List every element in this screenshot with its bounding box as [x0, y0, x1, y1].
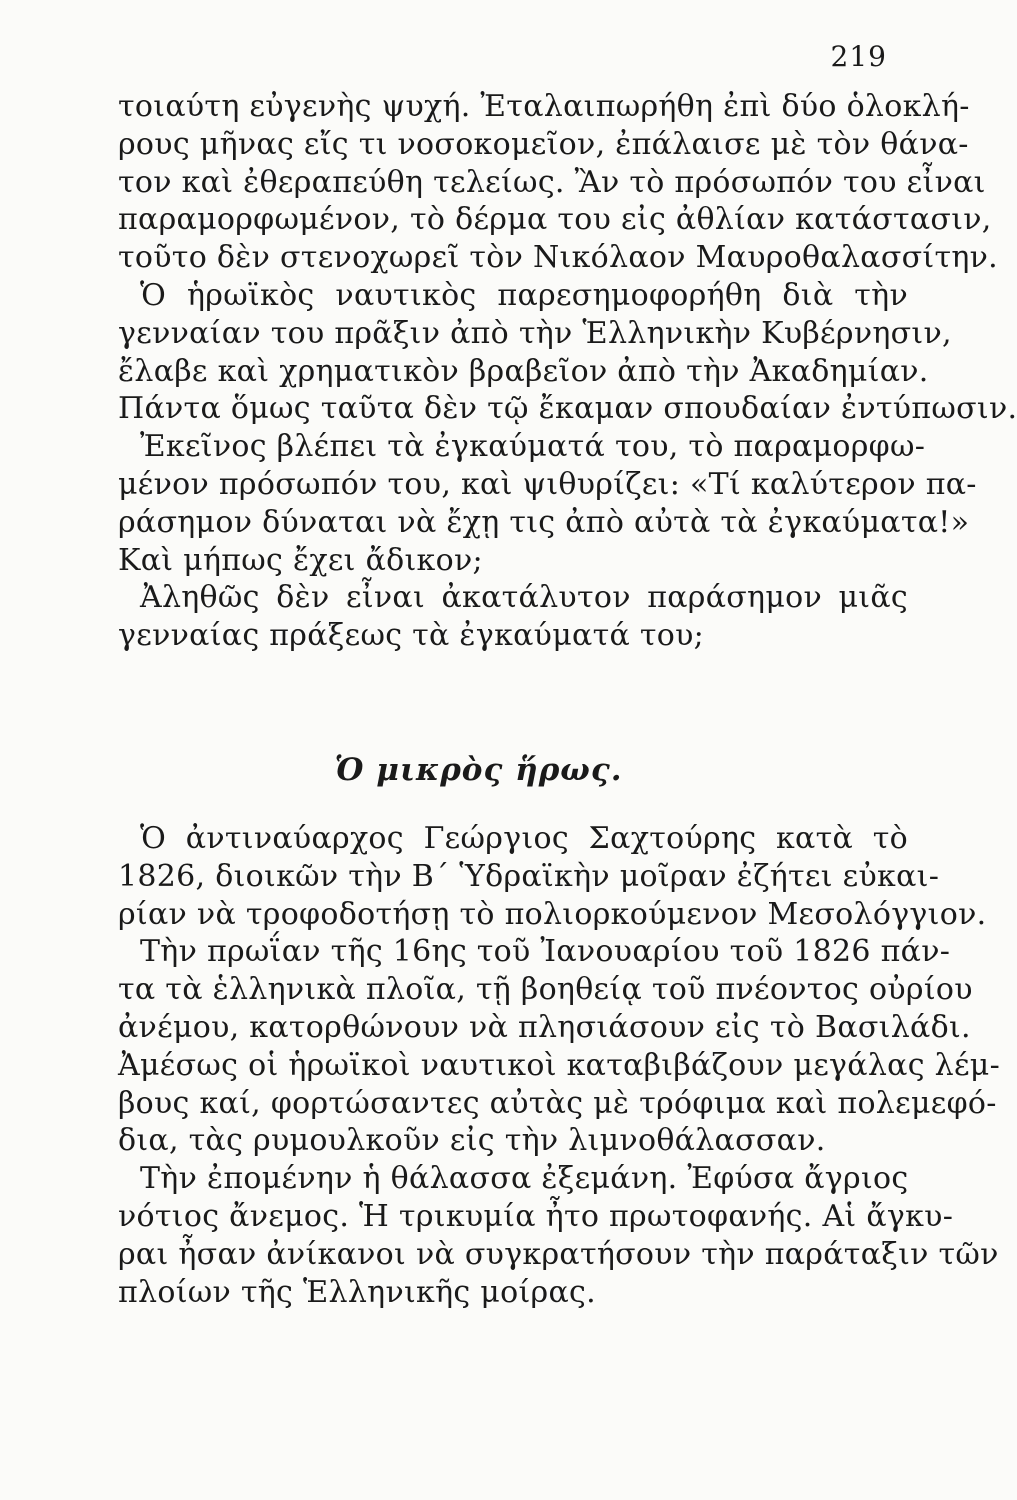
text-line: ἔλαβε καὶ χρηματικὸν βραβεῖον ἀπὸ τὴν Ἀκαδημίαν. [118, 353, 929, 389]
top-text-block [118, 88, 1017, 655]
text-line: δια, τὰς ρυμουλκοῦν εἰς τὴν λιμνοθάλασσαν. [118, 1123, 826, 1159]
paragraph [118, 1160, 999, 1311]
text-line: νότιος ἄνεμος. Ἡ τρικυμία ἦτο πρωτοφανής. Αἱ ἄγκυ- [118, 1198, 954, 1234]
text-line: Τὴν πρωΐαν τῆς 16ης τοῦ Ἰανουαρίου τοῦ 1826 πάν- [140, 934, 951, 970]
text-line: Ἐκεῖνος βλέπει τὰ ἐγκαύματά του, τὸ παραμορφω- [140, 429, 926, 465]
text-line: ράσημον δύναται νὰ ἔχῃ τις ἀπὸ αὐτὰ τὰ ἐγκαύματα!» [118, 504, 970, 540]
text-line: ρίαν νὰ τροφοδοτήσῃ τὸ πολιορκούμενον Μεσολόγγιον. [118, 896, 987, 932]
text-line: τοιαύτη εὐγενὴς ψυχή. Ἐταλαιπωρήθη ἐπὶ δύο ὁλοκλή- [118, 89, 970, 124]
text-line: Καὶ μήπως ἔχει ἄδικον; [118, 542, 483, 578]
text-line: Ὁ ἡρωϊκὸς ναυτικὸς παρεσημοφορήθη διὰ τὴν [140, 277, 908, 313]
text-line: 1826, διοικῶν τὴν Β΄ Ὑδραϊκὴν μοῖραν ἐζήτει εὐκαι- [118, 858, 940, 894]
text-line: Ὁ ἀντιναύαρχος Γεώργιος Σαχτούρης κατὰ τὸ [140, 821, 908, 856]
section-heading: Ὁ μικρὸς ἥρως. [334, 752, 623, 788]
text-line: πλοίων τῆς Ἑλληνικῆς μοίρας. [118, 1274, 596, 1310]
paragraph [118, 88, 998, 277]
paragraph [118, 277, 1017, 428]
page-number: 219 [830, 40, 887, 73]
text-line: γενναίας πράξεως τὰ ἐγκαύματά του; [118, 618, 705, 654]
paragraph [118, 820, 987, 933]
paragraph [118, 579, 908, 655]
text-line: Ἀμέσως οἱ ἡρωϊκοὶ ναυτικοὶ καταβιβάζουν μεγάλας λέμ- [118, 1047, 1001, 1083]
text-line: βους καί, φορτώσαντες αὐτὰς μὲ τρόφιμα καὶ πολεμεφό- [118, 1085, 997, 1121]
text-line: τον καὶ ἐθεραπεύθη τελείως. Ἂν τὸ πρόσωπόν του εἶναι [118, 164, 986, 200]
text-line: παραμορφωμένον, τὸ δέρμα του εἰς ἀθλίαν κατάστασιν, [118, 202, 992, 238]
text-line: γενναίαν του πρᾶξιν ἀπὸ τὴν Ἑλληνικὴν Κυβέρνησιν, [118, 315, 952, 351]
text-line: Ἀληθῶς δὲν εἶναι ἀκατάλυτον παράσημον μιᾶς [140, 580, 908, 616]
paragraph [118, 933, 1001, 1160]
text-line: τα τὰ ἑλληνικὰ πλοῖα, τῇ βοηθείᾳ τοῦ πνέοντος οὐρίου [118, 972, 973, 1008]
text-line: μένον πρόσωπόν του, καὶ ψιθυρίζει: «Τί καλύτερον πα- [118, 466, 977, 502]
text-line: ραι ἦσαν ἀνίκανοι νὰ συγκρατήσουν τὴν παράταξιν τῶν [118, 1236, 999, 1272]
text-line: Πάντα ὅμως ταῦτα δὲν τῷ ἔκαμαν σπουδαίαν ἐντύπωσιν. [118, 391, 1017, 427]
text-line: ἀνέμου, κατορθώνουν νὰ πλησιάσουν εἰς τὸ Βασιλάδι. [118, 1009, 971, 1045]
paragraph [118, 428, 977, 579]
text-line: Τὴν ἐπομένην ἡ θάλασσα ἐξεμάνη. Ἐφύσα ἄγριος [140, 1161, 909, 1197]
text-line: ρους μῆνας εἴς τι νοσοκομεῖον, ἐπάλαισε μὲ τὸν θάνα- [118, 126, 969, 162]
text-line: τοῦτο δὲν στενοχωρεῖ τὸν Νικόλαον Μαυροθαλασσίτην. [118, 240, 998, 276]
bottom-text-block [118, 820, 1001, 1311]
